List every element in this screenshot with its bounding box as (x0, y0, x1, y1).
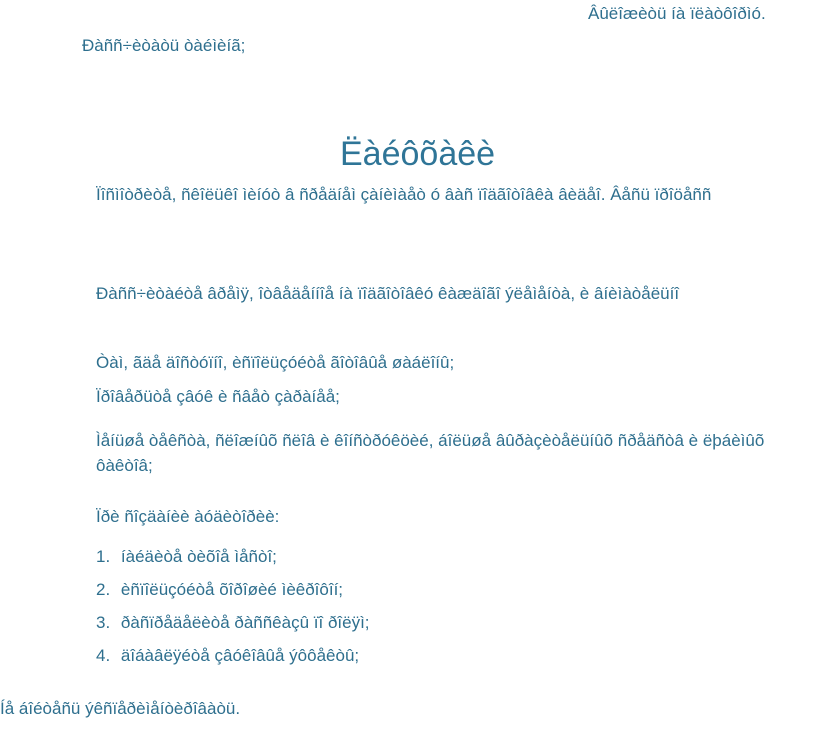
list-item-text: íàéäèòå òèõîå ìåñòî; (120, 547, 277, 566)
list-item (96, 610, 370, 643)
list-item-number: 2. (96, 580, 111, 599)
list-item-number: 3. (96, 613, 111, 632)
paragraph-5: Ìåíüøå òåêñòà, ñëîæíûõ ñëîâ è êîíñòðóêöèé, áîëüøå âûðàçèòåëüíûõ ñðåäñòâ è ëþáèìûõ ôàêòîâ; (96, 431, 765, 475)
paragraph-1: Ïîñìîòðèòå, ñêîëüêî ìèíóò â ñðåäíåì çàíèìàåò ó âàñ ïîäãîòîâêà âèäåî. Âåñü ïðîöåññ (96, 185, 712, 204)
list-item-number: 4. (96, 646, 111, 665)
list-item-text: ðàñïðåäåëèòå ðàññêàçû ïî ðîëÿì; (120, 613, 370, 632)
list-item-text: èñïîëüçóéòå õîðîøèé ìèêðîôîí; (120, 580, 344, 599)
paragraph-3: Òàì, ãäå äîñòóïíî, èñïîëüçóéòå ãîòîâûå øàáëîíû; (96, 353, 455, 372)
paragraph-6: Ïðè ñîçäàíèè àóäèòîðèè: (96, 507, 280, 526)
header-right-text: Âûëîæèòü íà ïëàòôîðìó. (588, 4, 766, 23)
paragraph-4: Ïðîâåðüòå çâóê è ñâåò çàðàíåå; (96, 387, 340, 406)
numbered-list (96, 544, 370, 676)
list-item-text: äîáàâëÿéòå çâóêîâûå ýôôåêòû; (120, 646, 360, 665)
header-left-text: Ðàññ÷èòàòü òàéìèíã; (82, 36, 246, 55)
list-item-number: 1. (96, 547, 111, 566)
list-item (96, 577, 370, 610)
list-item (96, 643, 370, 676)
paragraph-2: Ðàññ÷èòàéòå âðåìÿ, îòâåäåííîå íà ïîäãîòîâêó êàæäîãî ýëåìåíòà, è âíèìàòåëüíî (96, 284, 680, 303)
page-title: Ëàéôõàêè (340, 135, 496, 173)
list-item (96, 544, 370, 577)
footer-text: Íå áîéòåñü ýêñïåðèìåíòèðîâàòü. (0, 699, 241, 718)
